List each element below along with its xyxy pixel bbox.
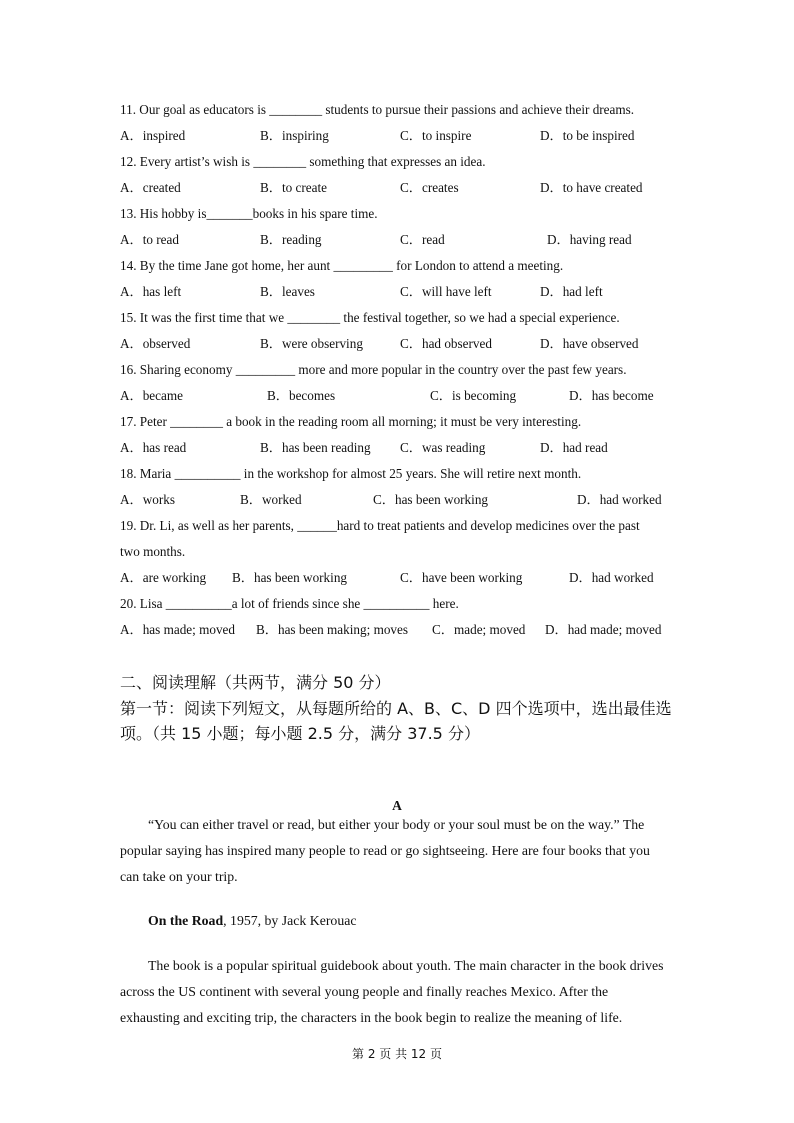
- option-a: A．observed: [120, 336, 191, 351]
- option-c: C．have been working: [400, 570, 523, 585]
- passage-paragraph-line: can take on your trip.: [120, 869, 238, 884]
- page-footer: 第 2 页 共 12 页: [352, 1047, 442, 1061]
- option-b: B．has been working: [232, 570, 348, 585]
- option-d: D．had worked: [577, 492, 662, 507]
- option-c: C．was reading: [400, 440, 486, 455]
- option-b: B．has been making; moves: [256, 622, 408, 637]
- question-stem: 14. By the time Jane got home, her aunt _________ for London to attend a meeting.: [120, 258, 564, 273]
- question-stem: 13. His hobby is_______books in his spare time.: [120, 206, 378, 221]
- passage-paragraph-line: “You can either travel or read, but either your body or your soul must be on the way.” The: [148, 817, 645, 832]
- option-a: A．became: [120, 388, 183, 403]
- option-c: C．will have left: [400, 284, 492, 299]
- option-a: A．has made; moved: [120, 622, 235, 637]
- passage-paragraph-line: across the US continent with several young people and finally reaches Mexico. After the: [120, 984, 609, 999]
- passage-paragraph-line: popular saying has inspired many people to read or go sightseeing. Here are four books that you: [120, 843, 650, 858]
- option-a: A．created: [120, 180, 181, 195]
- option-a: A．inspired: [120, 128, 186, 143]
- option-b: B．inspiring: [260, 128, 329, 143]
- question-stem: 18. Maria __________ in the workshop for almost 25 years. She will retire next month.: [120, 466, 582, 481]
- book-title: On the Road: [148, 913, 224, 928]
- option-a: A．to read: [120, 232, 179, 247]
- option-a: A．works: [120, 492, 175, 507]
- option-c: C．to inspire: [400, 128, 472, 143]
- option-b: B．becomes: [267, 388, 336, 403]
- option-c: C．is becoming: [430, 388, 517, 403]
- question-stem: 11. Our goal as educators is ________ students to pursue their passions and achieve their dreams.: [120, 102, 635, 117]
- option-d: D．had made; moved: [545, 622, 662, 637]
- book-heading: [148, 912, 356, 930]
- passage-paragraph-line: exhausting and exciting trip, the characters in the book begin to realize the meaning of life.: [120, 1010, 623, 1025]
- option-c: C．has been working: [373, 492, 489, 507]
- option-d: D．had read: [540, 440, 608, 455]
- question-stem: 17. Peter ________ a book in the reading room all morning; it must be very interesting.: [120, 414, 582, 429]
- option-b: B．has been reading: [260, 440, 371, 455]
- option-b: B．were observing: [260, 336, 363, 351]
- option-c: C．had observed: [400, 336, 492, 351]
- section-instruction: 第一节：阅读下列短文，从每题所给的 A、B、C、D 四个选项中，选出最佳选: [120, 699, 672, 718]
- passage-paragraph-line: The book is a popular spiritual guidebook about youth. The main character in the book drives: [148, 958, 664, 973]
- option-c: C．creates: [400, 180, 459, 195]
- option-d: D．had worked: [569, 570, 654, 585]
- option-d: D．to have created: [540, 180, 643, 195]
- question-stem: 19. Dr. Li, as well as her parents, ______hard to treat patients and develop medicines over the past: [120, 518, 640, 533]
- question-stem: 16. Sharing economy _________ more and more popular in the country over the past few years.: [120, 362, 627, 377]
- option-a: A．are working: [120, 570, 207, 585]
- question-stem-continued: two months.: [120, 544, 186, 559]
- option-d: D．have observed: [540, 336, 639, 351]
- option-d: D．had left: [540, 284, 603, 299]
- option-d: D．having read: [547, 232, 632, 247]
- option-b: B．reading: [260, 232, 322, 247]
- option-d: D．to be inspired: [540, 128, 635, 143]
- question-stem: 12. Every artist’s wish is ________ something that expresses an idea.: [120, 154, 486, 169]
- option-b: B．leaves: [260, 284, 315, 299]
- section-instruction-continued: 项。（共 15 小题；每小题 2.5 分，满分 37.5 分）: [120, 724, 480, 743]
- option-d: D．has become: [569, 388, 654, 403]
- option-c: C．made; moved: [432, 622, 526, 637]
- option-a: A．has read: [120, 440, 187, 455]
- book-meta: , 1957, by Jack Kerouac: [223, 913, 357, 928]
- passage-letter: A: [392, 798, 402, 813]
- option-a: A．has left: [120, 284, 182, 299]
- question-stem: 20. Lisa __________a lot of friends since she __________ here.: [120, 596, 459, 611]
- option-b: B．worked: [240, 492, 302, 507]
- option-c: C．read: [400, 232, 445, 247]
- question-stem: 15. It was the first time that we ________ the festival together, so we had a special experience.: [120, 310, 620, 325]
- section-heading: 二、阅读理解（共两节，满分 50 分）: [120, 673, 391, 692]
- option-b: B．to create: [260, 180, 328, 195]
